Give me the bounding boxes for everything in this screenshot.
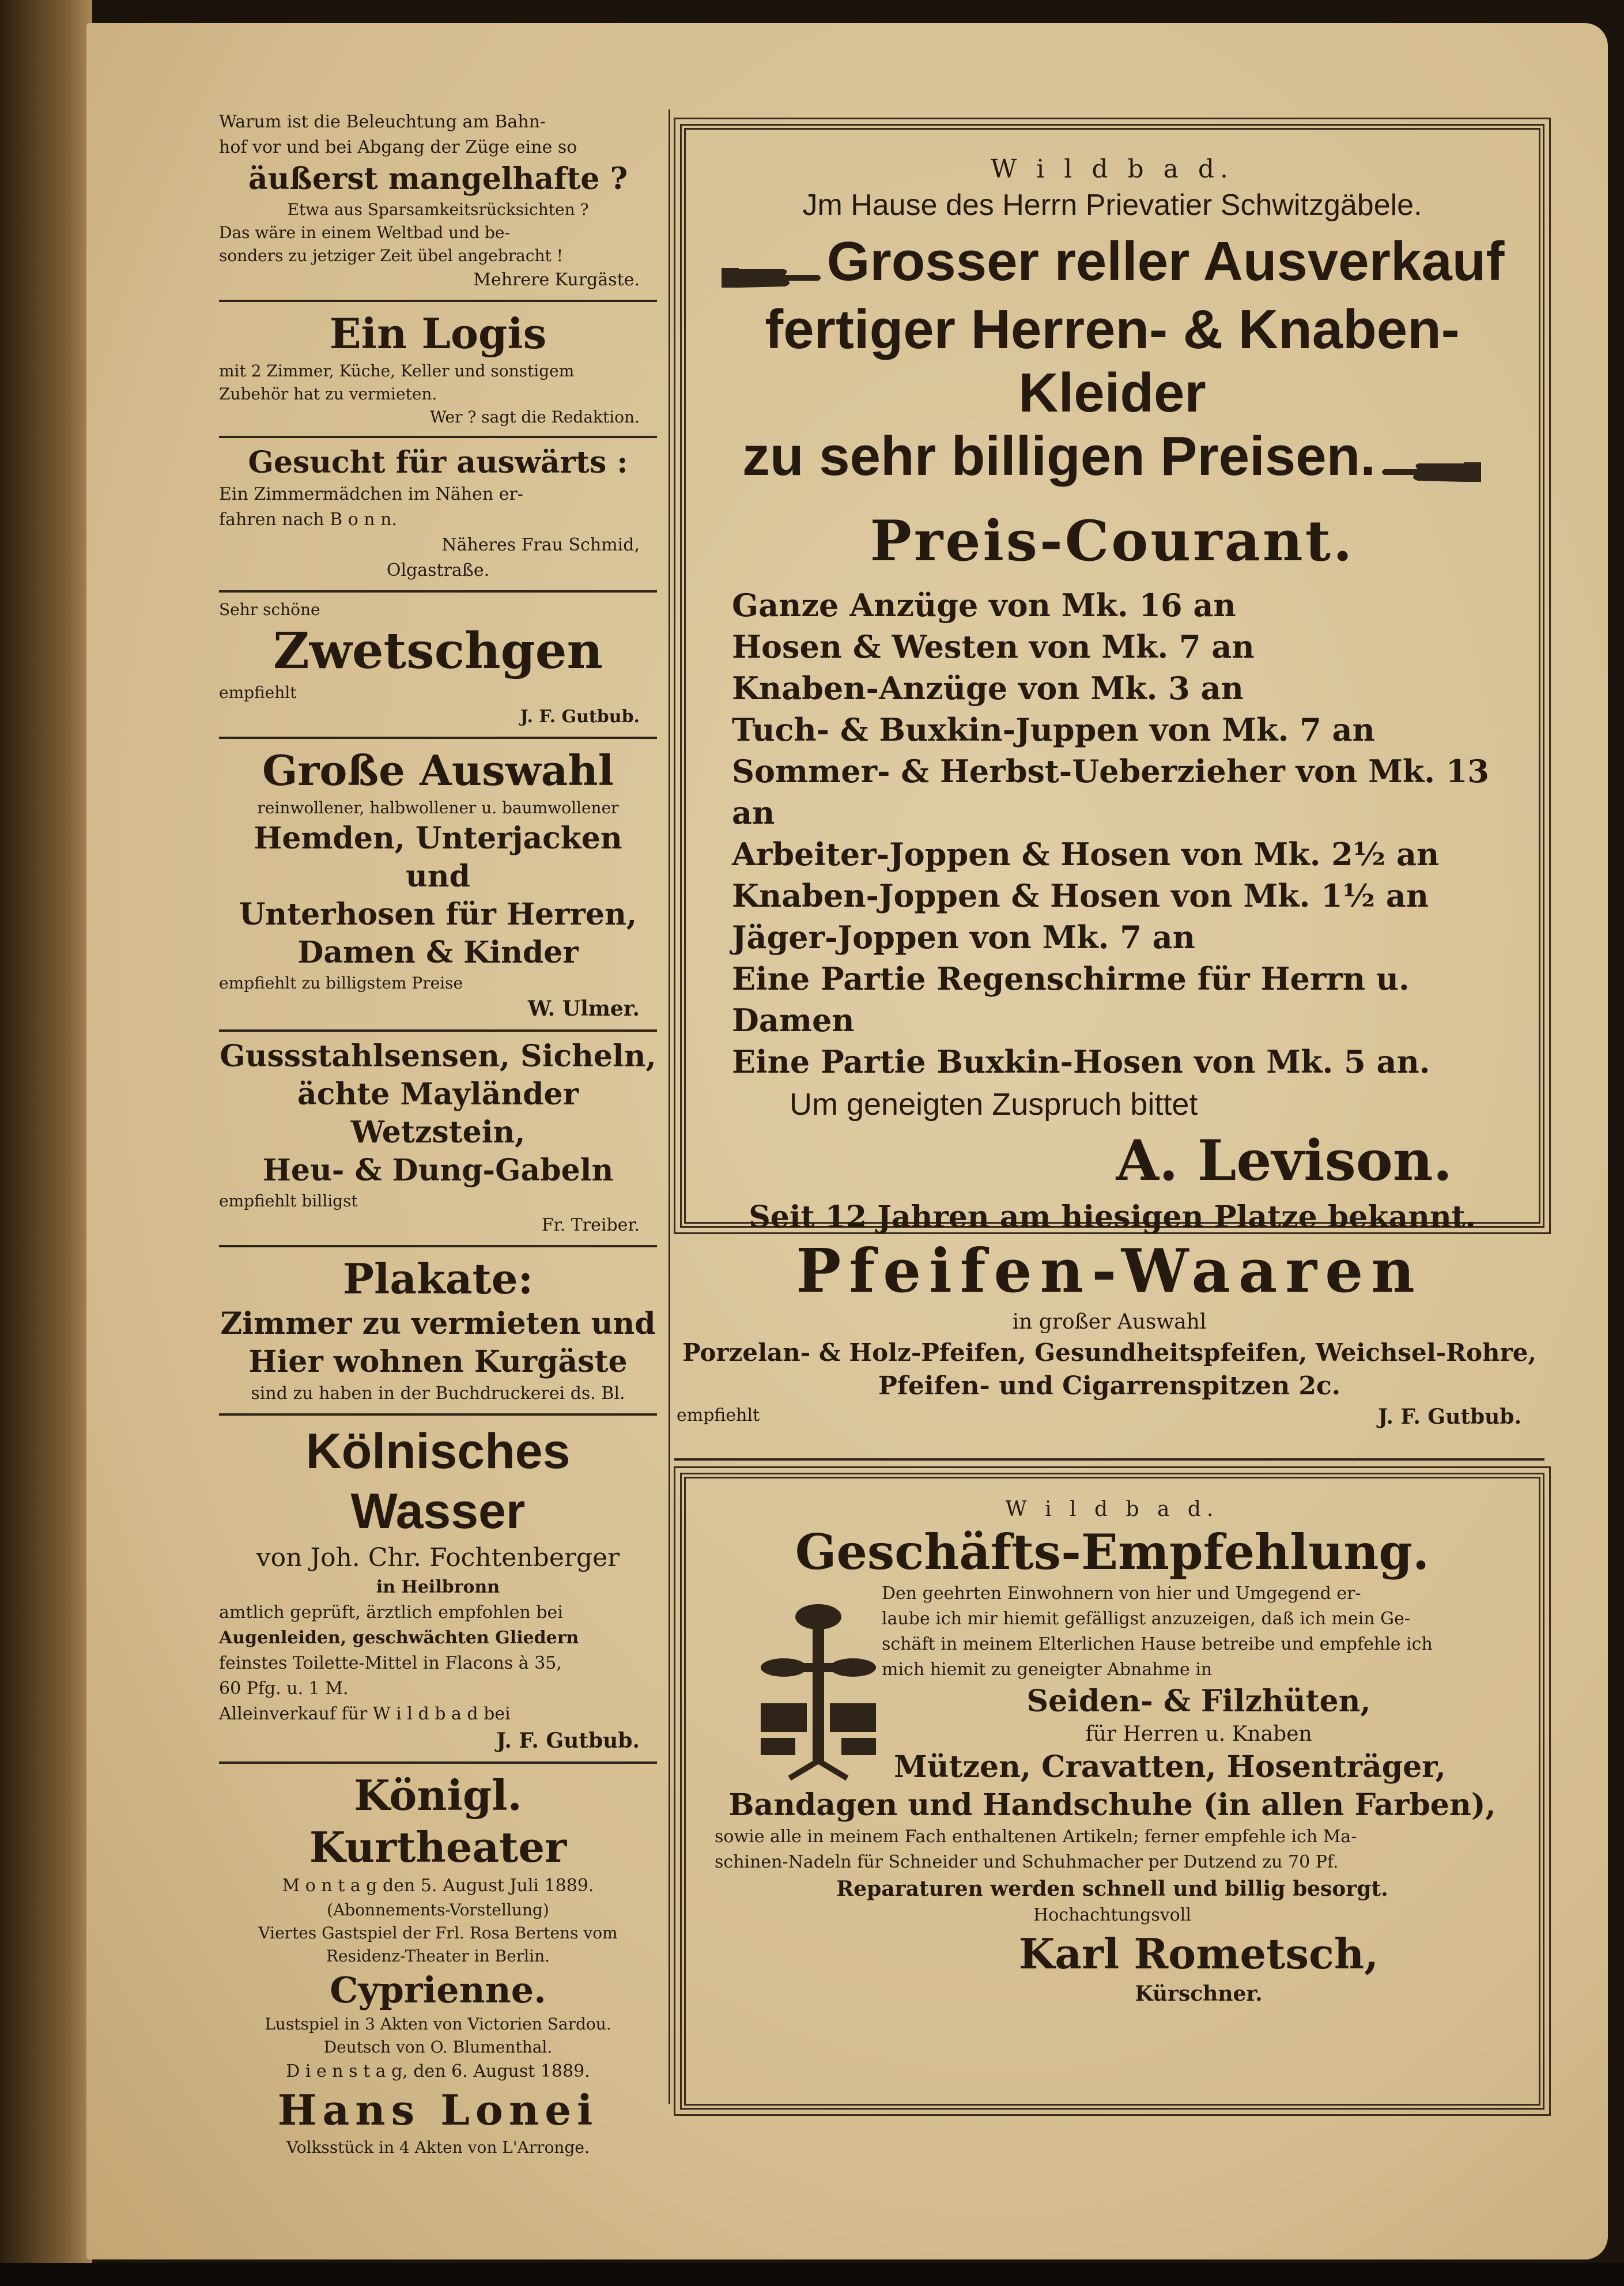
- signature: W. Ulmer.: [527, 997, 640, 1021]
- text-line: Hochachtungsvoll: [1033, 1905, 1191, 1925]
- text-line: Augenleiden, geschwächten Gliedern: [219, 1628, 579, 1648]
- text-line: für Herren u. Knaben: [1085, 1722, 1312, 1746]
- text-line: Hemden, Unterjacken und: [254, 821, 622, 894]
- ad-heading: Große Auswahl: [262, 746, 614, 795]
- signature: J. F. Gutbub.: [520, 707, 640, 727]
- text-line: Seiden- & Filzhüten,: [1026, 1684, 1371, 1719]
- text-line: Viertes Gastspiel der Frl. Rosa Bertens vom: [258, 1923, 618, 1942]
- ad-auswahl: [219, 739, 657, 1032]
- signature-row: [674, 1403, 1544, 1431]
- price-item: Eine Partie Regenschirme für Herrn u. Damen: [732, 960, 1410, 1039]
- ad-lighting: [219, 104, 657, 302]
- ad-levison: [680, 124, 1544, 1235]
- signature: J. F. Gutbub.: [496, 1729, 640, 1753]
- text-line: 60 Pfg. u. 1 M.: [219, 1678, 349, 1699]
- price-heading: Preis-Courant.: [870, 508, 1355, 574]
- signature: Fr. Treiber.: [541, 1215, 640, 1235]
- text-line: sowie alle in meinem Fach enthaltenen Artikeln; ferner empfehle ich Ma-: [715, 1827, 1357, 1847]
- price-item: Jäger-Joppen von Mk. 7 an: [732, 919, 1195, 956]
- text-line: fahren nach B o n n.: [219, 510, 398, 530]
- text-line: Pfeifen- und Cigarrenspitzen 2c.: [878, 1371, 1341, 1401]
- text-line: Das wäre in einem Weltbad und be-: [219, 223, 510, 242]
- price-item: Eine Partie Buxkin-Hosen von Mk. 5 an.: [732, 1043, 1430, 1080]
- text-line: Gussstahlsensen, Sicheln,: [220, 1039, 656, 1074]
- signature: Mehrere Kurgäste.: [473, 270, 640, 290]
- text-line: Etwa aus Sparsamkeitsrücksichten ?: [287, 200, 589, 219]
- ad-heading: Ein Logis: [329, 309, 547, 358]
- hat-stand-icon: [749, 1594, 887, 1784]
- text-line: in großer Auswahl: [1012, 1310, 1207, 1334]
- ad-sensen: [219, 1032, 657, 1247]
- text-line: mit 2 Zimmer, Küche, Keller und sonstigem: [219, 361, 575, 380]
- ad-heading: Gesucht für auswärts :: [248, 445, 628, 480]
- text-line: empfiehlt billigst: [219, 1191, 358, 1210]
- ad-heading: Königl. Kurtheater: [309, 1771, 567, 1872]
- text-line: Zimmer zu vermieten und: [220, 1306, 656, 1341]
- text-line: schinen-Nadeln für Schneider und Schuhmacher per Dutzend zu 70 Pf.: [715, 1852, 1339, 1872]
- text-line: ächte Mayländer Wetzstein,: [297, 1077, 579, 1150]
- price-item: Knaben-Joppen & Hosen von Mk. 1½ an: [732, 877, 1429, 914]
- signature: Wer ? sagt die Redaktion.: [430, 408, 640, 427]
- intro-text: [882, 1581, 1516, 1748]
- price-item: Sommer- & Herbst-Ueberzieher von Mk. 13 an: [732, 753, 1490, 831]
- text-line: Alleinverkauf für W i l d b a d bei: [219, 1704, 511, 1724]
- text-line: Deutsch von O. Blumenthal.: [323, 2038, 553, 2057]
- text-line: Sehr schöne: [219, 600, 320, 619]
- ad-pfeifen: [674, 1233, 1544, 1431]
- contact-line: Olgastraße.: [386, 560, 490, 580]
- price-item: Tuch- & Buxkin-Juppen von Mk. 7 an: [732, 711, 1375, 748]
- pointing-hand-left-icon: [1378, 452, 1482, 492]
- merchant-name: Karl Rometsch,: [1018, 1929, 1379, 1978]
- column-divider: [669, 110, 670, 2104]
- text-line: M o n t a g den 5. August Juli 1889.: [282, 1876, 594, 1896]
- ad-koelnisch: [219, 1416, 657, 1764]
- ad-heading: äußerst mangelhafte ?: [248, 161, 628, 197]
- contact-line: Näheres Frau Schmid,: [441, 535, 640, 555]
- ad-heading: Kölnisches Wasser: [305, 1424, 571, 1539]
- headline-line: fertiger Herren- & Knaben-Kleider: [765, 298, 1460, 424]
- ad-plakate: [219, 1247, 657, 1416]
- text-line: Reparaturen werden schnell und billig besorgt.: [836, 1877, 1388, 1901]
- signature: J. F. Gutbub.: [1378, 1405, 1521, 1429]
- merchant-name: A. Levison.: [1116, 1128, 1452, 1193]
- place-line: W i l d b a d.: [990, 154, 1234, 184]
- text-line: amtlich geprüft, ärztlich empfohlen bei: [219, 1602, 563, 1623]
- text-line: Bandagen und Handschuhe (in allen Farben),: [728, 1787, 1496, 1823]
- section-rule: [674, 1458, 1544, 1461]
- price-list: [703, 584, 1521, 1082]
- ad-heading: Zwetschgen: [273, 622, 603, 680]
- headline-row: [703, 230, 1521, 298]
- price-item: Ganze Anzüge von Mk. 16 an: [732, 587, 1236, 624]
- text-line: Volksstück in 4 Akten von L'Arronge.: [286, 2138, 590, 2157]
- text-line: Damen & Kinder: [297, 935, 579, 970]
- text-line: Lustspiel in 3 Akten von Victorien Sardou.: [265, 2015, 611, 2034]
- ad-gesucht: [219, 438, 657, 593]
- play-title: Hans Lonei: [277, 2085, 599, 2134]
- text-line: Porzelan- & Holz-Pfeifen, Gesundheitspfeifen, Weichsel-Rohre,: [682, 1338, 1537, 1367]
- text-line: Hier wohnen Kurgäste: [248, 1344, 628, 1379]
- text-line: Den geehrten Einwohnern von hier und Umgegend er-: [882, 1583, 1361, 1604]
- ad-zwetschgen: [219, 593, 657, 739]
- text-line: Zubehör hat zu vermieten.: [219, 384, 437, 403]
- text-line: Mützen, Cravatten, Hosenträger,: [894, 1749, 1446, 1785]
- text-line: sind zu haben in der Buchdruckerei ds. Bl.: [251, 1383, 625, 1404]
- place-line: W i l d b a d.: [1005, 1497, 1219, 1521]
- ad-logis: [219, 302, 657, 438]
- text-line: reinwollener, halbwollener u. baumwollener: [257, 798, 619, 817]
- text-line: Unterhosen für Herren,: [239, 897, 637, 932]
- ad-rometsch: [680, 1473, 1544, 2110]
- merchant-title: Kürschner.: [1135, 1982, 1263, 2006]
- text-line: hof vor und bei Abgang der Züge eine so: [219, 137, 577, 157]
- text-line: feinstes Toilette-Mittel in Flacons à 35,: [219, 1653, 562, 1673]
- ad-theater: [219, 1764, 657, 2166]
- scan-border: [0, 2263, 1624, 2286]
- text-line: in Heilbronn: [376, 1577, 500, 1597]
- ad-heading: Geschäfts-Empfehlung.: [795, 1523, 1430, 1580]
- price-item: Knaben-Anzüge von Mk. 3 an: [732, 670, 1244, 707]
- book-edge: [0, 0, 92, 2286]
- text-line: empfiehlt: [219, 683, 297, 702]
- text-line: (Abonnements-Vorstellung): [327, 1900, 549, 1919]
- text-line: von Joh. Chr. Fochtenberger: [256, 1543, 620, 1572]
- text-line: empfiehlt zu billigstem Preise: [219, 974, 463, 993]
- text-line: empfiehlt: [677, 1405, 760, 1425]
- text-line: Residenz-Theater in Berlin.: [326, 1947, 550, 1966]
- text-line: mich hiemit zu geneigter Abnahme in: [882, 1659, 1213, 1680]
- since-line: Seit 12 Jahren am hiesigen Platze bekannt.: [749, 1199, 1476, 1235]
- ad-heading: Pfeifen-Waaren: [796, 1235, 1423, 1306]
- text-line: Warum ist die Beleuchtung am Bahn-: [219, 112, 546, 132]
- headline-line: Grosser reller Ausverkauf: [826, 231, 1505, 292]
- headline-line: zu sehr billigen Preisen.: [742, 425, 1376, 487]
- text-line: sonders zu jetziger Zeit übel angebracht !: [219, 246, 563, 265]
- left-column: [219, 104, 657, 2166]
- play-title: Cyprienne.: [330, 1969, 546, 2011]
- text-line: Ein Zimmermädchen im Nähen er-: [219, 484, 523, 504]
- location-line: Jm Hause des Herrn Prievatier Schwitzgäbele.: [802, 188, 1422, 222]
- text-line: D i e n s t a g, den 6. August 1889.: [286, 2061, 590, 2081]
- pointing-hand-right-icon: [720, 258, 824, 298]
- ad-heading: Plakate:: [342, 1254, 534, 1303]
- closing-line: Um geneigten Zuspruch bittet: [790, 1087, 1198, 1122]
- text-line: laube ich mir hiemit gefälligst anzuzeigen, daß ich mein Ge-: [882, 1609, 1410, 1629]
- headline-row: [703, 425, 1521, 493]
- price-item: Arbeiter-Joppen & Hosen von Mk. 2½ an: [732, 836, 1440, 873]
- price-item: Hosen & Westen von Mk. 7 an: [732, 628, 1255, 665]
- text-line: schäft in meinem Elterlichen Hause betreibe und empfehle ich: [882, 1634, 1433, 1654]
- text-line: Heu- & Dung-Gabeln: [262, 1153, 614, 1188]
